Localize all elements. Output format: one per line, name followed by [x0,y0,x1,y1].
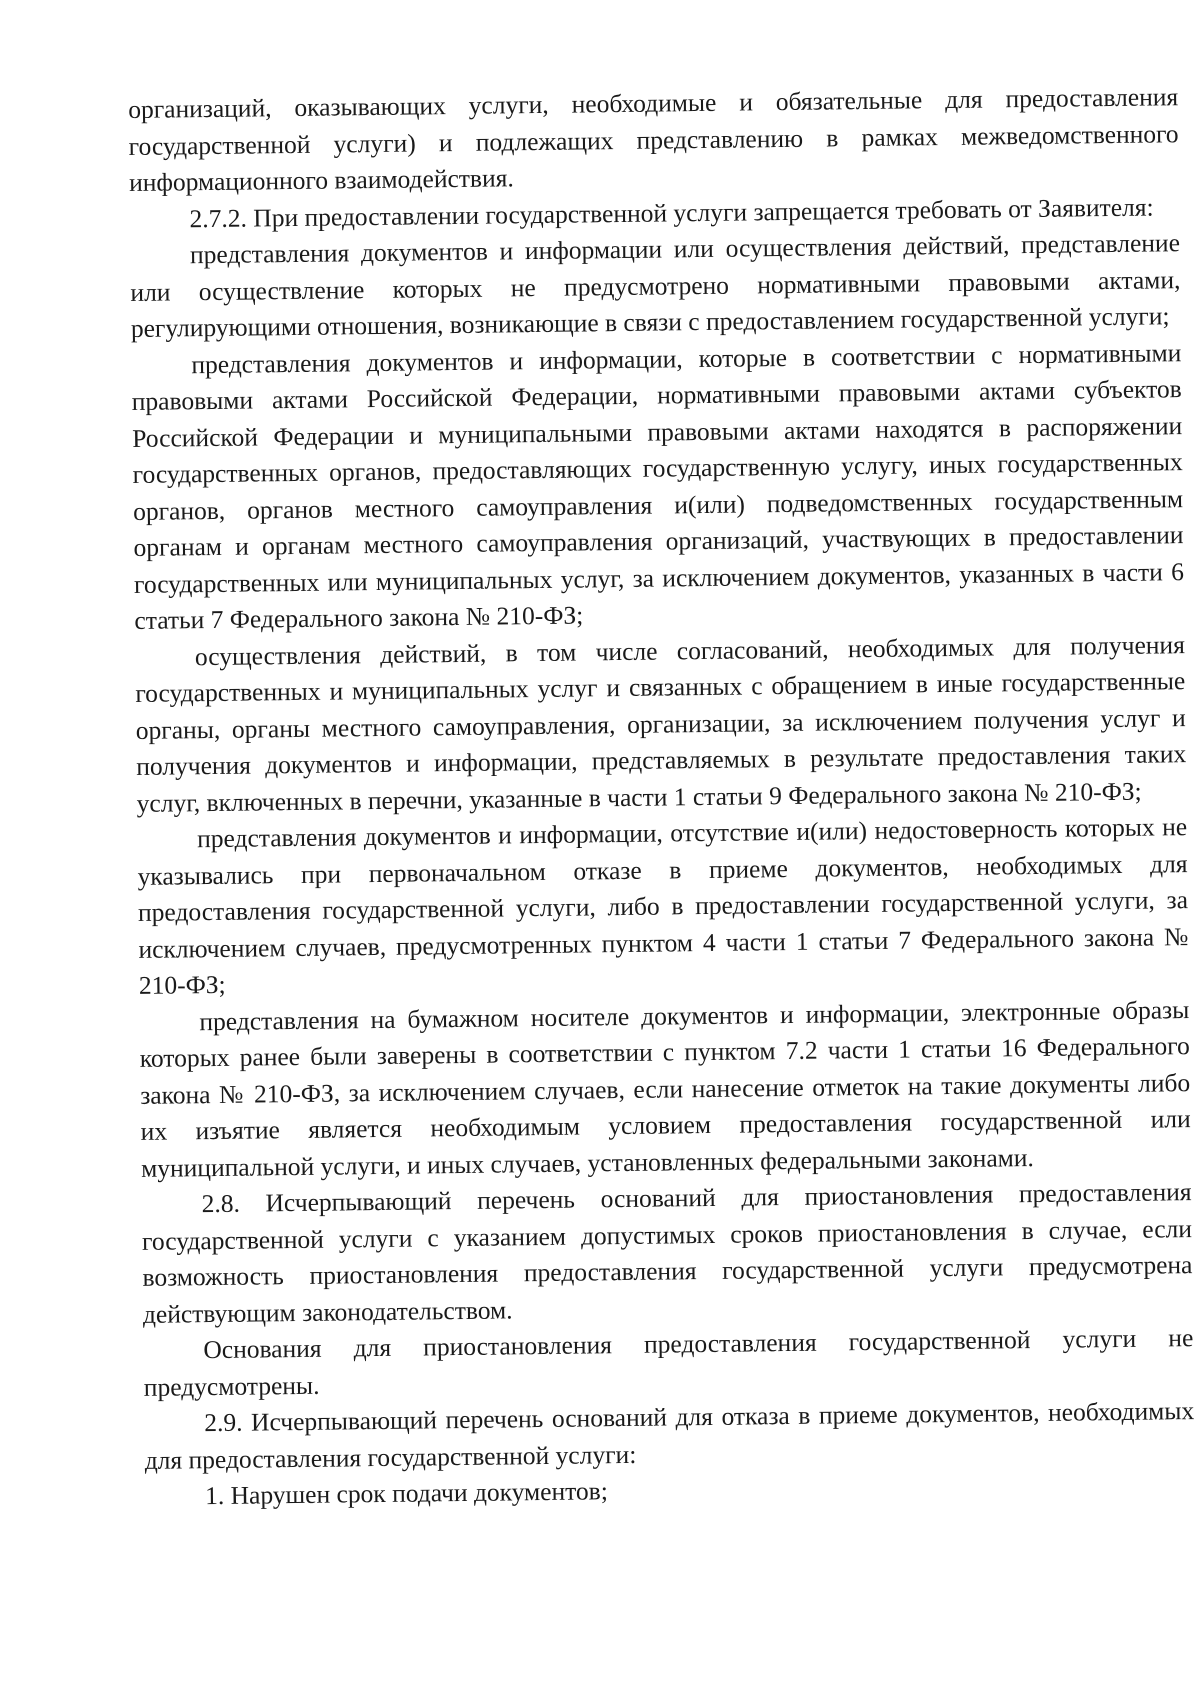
paragraph-item-3: осуществления действий, в том числе согласований, необходимых для получения государственных и муниципальных услуг и связанных с обращением в иные государственные органы, органы местного самоуправления, организации, за исключением получения услуг и получения документов и информации, представляемых в результате предоставления таких услуг, включенных в перечни, указанные в части 1 статьи 9 Федерального закона № 210-ФЗ; [135,629,1187,818]
paragraph-item-2: представления документов и информации, которые в соответствии с нормативными правовыми актами Российской Федерации, нормативными правовыми актами субъектов Российской Федерации и муниципальными правовыми актами находятся в распоряжении государственных органов, предоставляющих государственную услугу, иных государственных органов, органов местного самоуправления и(или) подведомственных государственным органам и органам местного самоуправления организаций, участвующих в предоставлении государственных или муниципальных услуг, за исключением документов, указанных в части 6 статьи 7 Федерального закона № 210-ФЗ; [131,337,1185,635]
paragraph-item-1: представления документов и информации или осуществления действий, представление или осуществление которых не предусмотрено нормативными правовыми актами, регулирующими отношения, возникающие в связи с предоставлением государственной услуги; [130,228,1181,343]
paragraph-item-4: представления документов и информации, отсутствие и(или) недостоверность которых не указывались при первоначальном отказе в приеме документов, необходимых для предоставления государственной услуги, либо в предоставлении государственной услуги, за исключением случаев, предусмотренных пунктом 4 части 1 статьи 7 Федерального закона № 210-ФЗ; [137,812,1189,1000]
paragraph-2-8-grounds: Основания для приостановления предоставления государственной услуги не предусмотрены. [143,1323,1194,1402]
paragraph-2-9: 2.9. Исчерпывающий перечень оснований для отказа в приеме документов, необходимых для предоставления государственной услуги: [144,1396,1195,1475]
paragraph-2-8: 2.8. Исчерпывающий перечень оснований для приостановления предоставления государственной услуги с указанием допустимых сроков приостановления в случае, если возможность приостановления предоставления государственной услуги предусмотрена действующим законодательством. [141,1177,1193,1329]
document-body [128,79,1195,1515]
paragraph-continuation: организаций, оказывающих услуги, необходимые и обязательные для предоставления государственной услуги) и подлежащих представлению в рамках межведомственного информационного взаимодействия. [128,82,1179,197]
paragraph-item-5: представления на бумажном носителе документов и информации, электронные образы которых ранее были заверены в соответствии с пунктом 7.2 части 1 статьи 16 Федерального закона № 210-ФЗ, за исключением случаев, если нанесение отметок на такие документы либо их изъятие является необходимым условием предоставления государственной или муниципальной услуги, и иных случаев, установленных федеральными законами. [139,994,1191,1183]
paragraph-2-7-2: 2.7.2. При предоставлении государственной услуги запрещается требовать от Заявителя: [189,191,1154,233]
paragraph-2-9-item-1: 1. Нарушен срок подачи документов; [204,1476,608,1511]
